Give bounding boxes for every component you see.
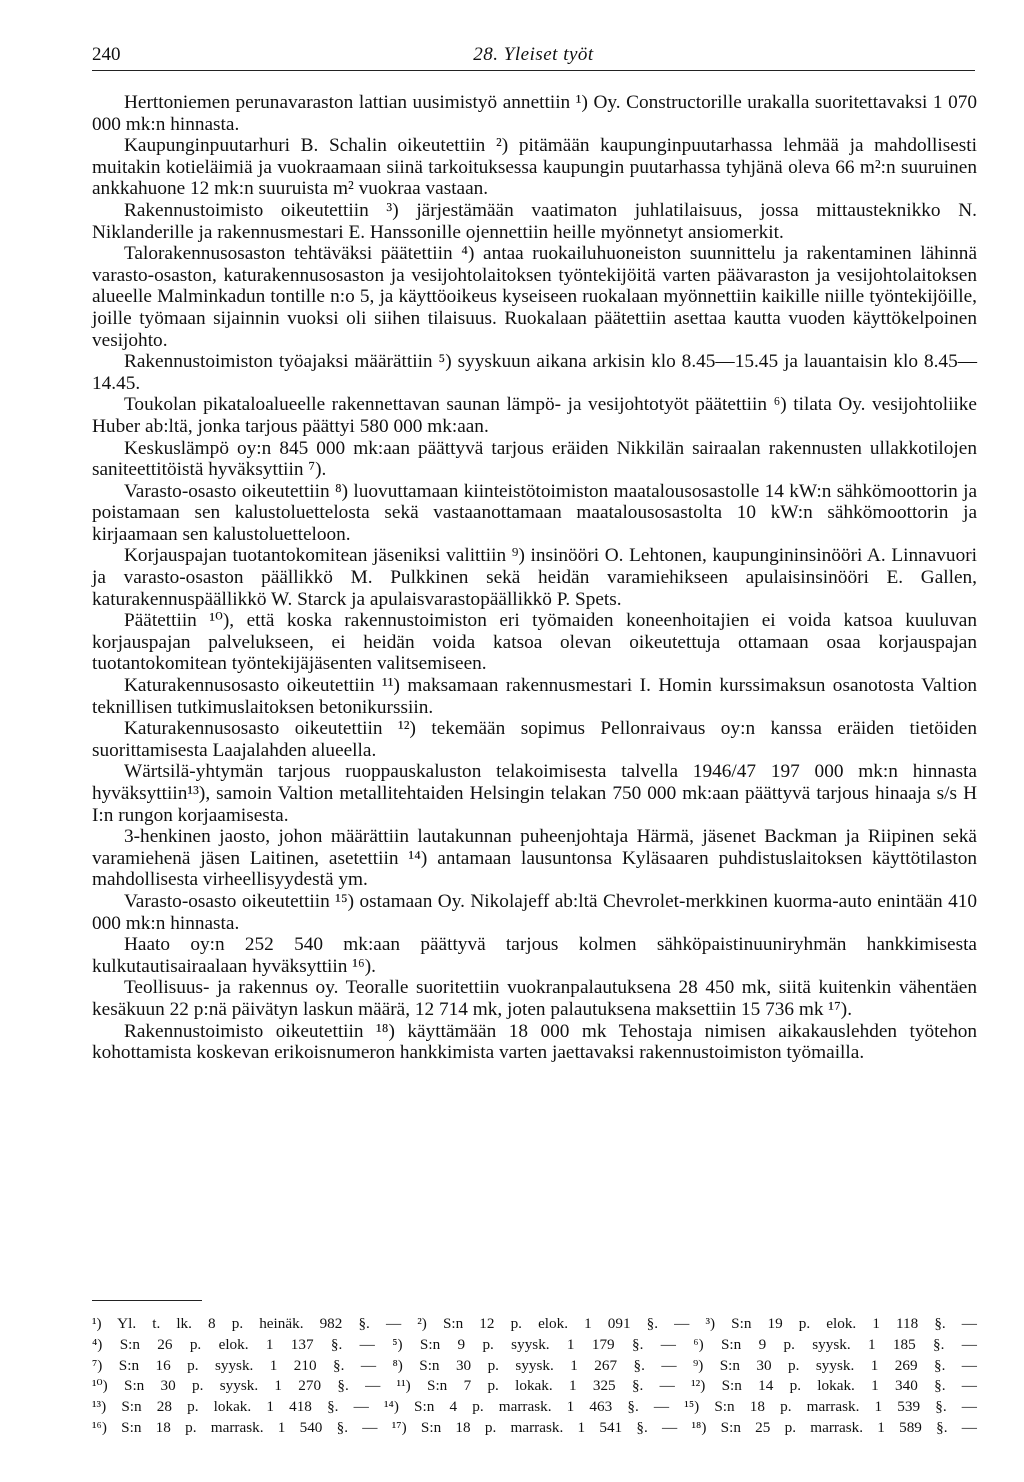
paragraph: Katurakennusosasto oikeutettiin ¹²) tekemään sopimus Pellonraivaus oy:n kanssa eräiden tietöiden suorittamisesta Laajalahden alueella. [92,718,977,761]
paragraph: Wärtsilä-yhtymän tarjous ruoppauskaluston telakoimisesta talvella 1946/47 197 000 mk:n hinnasta hyväksyttiin¹³), samoin Valtion metallitehtaiden Helsingin telakan 750 000 mk:aan päättyvä tarjous hinaaja s/s H I:n rungon korjaamisesta. [92,761,977,826]
paragraph: Keskuslämpö oy:n 845 000 mk:aan päättyvä tarjous eräiden Nikkilän sairaalan rakennusten ullakkotilojen saniteettitöistä hyväksyttiin ⁷). [92,437,977,481]
body-text [92,92,977,1064]
paragraph: Päätettiin ¹⁰), että koska rakennustoimiston eri työmaiden koneenhoitajien ei voida katsoa kuuluvan korjauspajan palvelukseen, ei heidän voida katsoa olevan oikeutettuja ottamaan osaa korjauspajan tuotantokomitean työntekijäjäsenten valitsemiseen. [92,610,977,675]
footnote-line: ¹⁰) S:n 30 p. syysk. 1 270 §. — ¹¹) S:n 7 p. lokak. 1 325 §. — ¹²) S:n 14 p. lokak. 1 340 §. — [92,1377,977,1395]
paragraph: Korjauspajan tuotantokomitean jäseniksi valittiin ⁹) insinööri O. Lehtonen, kaupungininsinööri A. Linnavuori ja varasto-osaston päällikkö M. Pulkkinen sekä heidän varamiehikseen apulaisinsinööri E. Gallen, katurakennuspäällikkö W. Starck ja apulaisvarastopäällikkö P. Spets. [92,545,977,610]
paragraph: Haato oy:n 252 540 mk:aan päättyvä tarjous kolmen sähköpaistinuuniryhmän hankkimisesta kulkutautisairaalaan hyväksyttiin ¹⁶). [92,934,977,977]
paragraph: Toukolan pikataloalueelle rakennettavan saunan lämpö- ja vesijohtotyöt päätettiin ⁶) tilata Oy. vesijohtoliike Huber ab:ltä, jonka tarjous päättyi 580 000 mk:aan. [92,394,977,437]
footnote-line: ¹) Yl. t. lk. 8 p. heinäk. 982 §. — ²) S:n 12 p. elok. 1 091 §. — ³) S:n 19 p. elok. 1 118 §. — [92,1315,977,1332]
page-header [92,44,975,71]
paragraph: 3-henkinen jaosto, johon määrättiin lautakunnan puheenjohtaja Härmä, jäsenet Backman ja Riipinen sekä varamiehenä jäsen Laitinen, asetettiin ¹⁴) antamaan lausuntonsa Kyläsaaren puhdistuslaitoksen käyttötilaston mahdollisesta virheellisyydestä ym. [92,826,977,891]
paragraph: Kaupunginpuutarhuri B. Schalin oikeutettiin ²) pitämään kaupunginpuutarhassa lehmää ja mahdollisesti muitakin kotieläimiä ja vuokraamaan siinä tarkoituksessa kaupungin puutarhassa tyhjänä oleva 66 m²:n suuruinen ankkahuone 12 mk:n suuruista m² vuokraa vastaan. [92,135,977,200]
paragraph: Katurakennusosasto oikeutettiin ¹¹) maksamaan rakennusmestari I. Homin kurssimaksun osanotosta Valtion teknillisen tutkimuslaitoksen betonikurssiin. [92,675,977,718]
running-title: 28. Yleiset työt [473,44,594,65]
footnote-line: ⁷) S:n 16 p. syysk. 1 210 §. — ⁸) S:n 30 p. syysk. 1 267 §. — ⁹) S:n 30 p. syysk. 1 269 §. — [92,1356,977,1374]
paragraph: Teollisuus- ja rakennus oy. Teoralle suoritettiin vuokranpalautuksena 28 450 mk, siitä kuitenkin vähentäen kesäkuun 22 p:nä päivätyn laskun määrä, 12 714 mk, joten palautuksena maksettiin 15 736 mk ¹⁷). [92,977,977,1020]
paragraph: Rakennustoimisto oikeutettiin ³) järjestämään vaatimaton juhlatilaisuus, jossa mittausteknikko N. Niklanderille ja rakennusmestari E. Hanssonille ojennettiin heille myönnetyt ansiomerkit. [92,199,977,243]
paragraph: Rakennustoimiston työajaksi määrättiin ⁵) syyskuun aikana arkisin klo 8.45—15.45 ja lauantaisin klo 8.45—14.45. [92,351,977,394]
footnote-line: ⁴) S:n 26 p. elok. 1 137 §. — ⁵) S:n 9 p. syysk. 1 179 §. — ⁶) S:n 9 p. syysk. 1 185 §. — [92,1335,977,1353]
paragraph: Talorakennusosaston tehtäväksi päätettiin ⁴) antaa ruokailuhuoneiston suunnittelu ja rakentaminen lähinnä varasto-osaston, katurakennusosaston ja vesijohtolaitoksen työntekijöitä varten päävaraston ja vesijohtolaitoksen alueelle Malminkadun tontille n:o 5, ja käyttöoikeus kyseiseen ruokalaan myönnettiin kaikille niille työntekijöille, joille työmaan sijainnin vuoksi oli siihen tilaisuus. Ruokalaan päätettiin asettaa kautta vuoden käyttökelpoinen vesijohto. [92,243,977,351]
footnote-divider [92,1300,202,1301]
paragraph: Rakennustoimisto oikeutettiin ¹⁸) käyttämään 18 000 mk Tehostaja nimisen aikakauslehden työtehon kohottamista koskevan erikoisnumeron hankkimista varten jaettavaksi rakennustoimiston työmailla. [92,1020,977,1064]
footnotes [92,1314,977,1439]
paragraph: Herttoniemen perunavaraston lattian uusimistyö annettiin ¹) Oy. Constructorille urakalla suoritettavaksi 1 070 000 mk:n hinnasta. [92,92,977,135]
paragraph: Varasto-osasto oikeutettiin ¹⁵) ostamaan Oy. Nikolajeff ab:ltä Chevrolet-merkkinen kuorma-auto enintään 410 000 mk:n hinnasta. [92,890,977,934]
footnote-line: ¹³) S:n 28 p. lokak. 1 418 §. — ¹⁴) S:n 4 p. marrask. 1 463 §. — ¹⁵) S:n 18 p. marrask. 1 539 §. — [92,1398,977,1416]
footnote-line: ¹⁶) S:n 18 p. marrask. 1 540 §. — ¹⁷) S:n 18 p. marrask. 1 541 §. — ¹⁸) S:n 25 p. marrask. 1 589 §. — [92,1418,977,1436]
paragraph: Varasto-osasto oikeutettiin ⁸) luovuttamaan kiinteistötoimiston maatalousosastolle 14 kW:n sähkömoottorin ja poistamaan sen kalustoluettelosta sekä vastaanottamaan maatalousosastolta 10 kW:n sähkömoottorin ja kirjaamaan sen kalustoluetteloon. [92,480,977,545]
page-number: 240 [92,44,121,65]
